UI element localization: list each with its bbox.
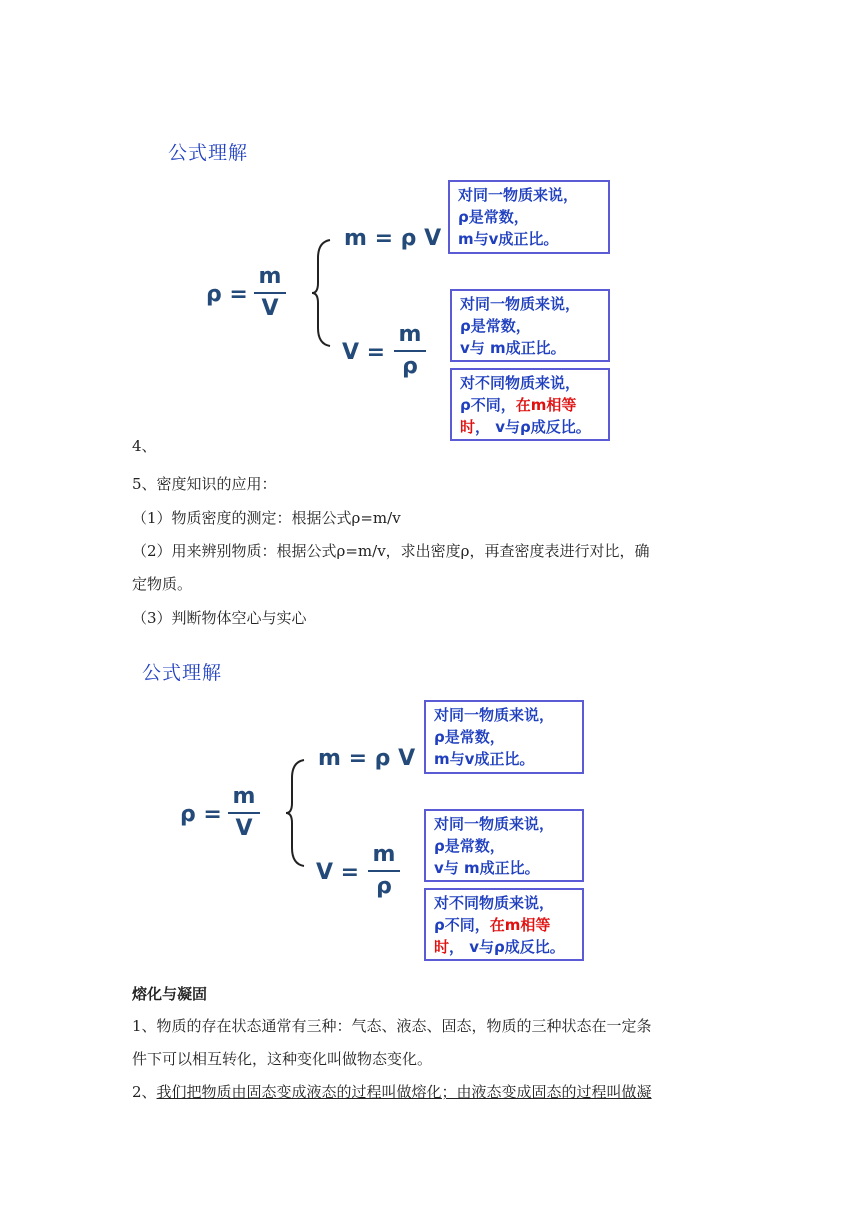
figure-title: 公式理解 (168, 142, 249, 164)
paragraph-5-1: （1）物质密度的测定：根据公式ρ=m/v (132, 509, 401, 527)
section-heading: 熔化与凝固 (132, 985, 208, 1003)
v-lhs: V = (342, 340, 386, 365)
v-lhs: V = (316, 860, 360, 885)
paragraph-5-2-b: 定物质。 (132, 575, 193, 593)
note-box-3: 对不同物质来说， ρ不同，在m相等 时， v与ρ成反比。 (450, 368, 610, 441)
equation-m-rho-v: m = ρ V (344, 226, 442, 251)
section-paragraph-1-b: 件下可以相互转化，这种变化叫做物态变化。 (132, 1050, 433, 1068)
equation-m-rho-v: m = ρ V (318, 746, 416, 771)
figure-title: 公式理解 (142, 662, 223, 684)
rho-lhs: ρ = (206, 282, 248, 307)
fraction-m-over-v: m V (254, 264, 286, 322)
paragraph-5-3: （3）判断物体空心与实心 (132, 609, 307, 627)
note-box-1: 对同一物质来说， ρ是常数， m与v成正比。 (424, 700, 584, 774)
fraction-m-over-v: m V (228, 784, 260, 842)
section-paragraph-2: 2、我们把物质由固态变成液态的过程叫做熔化；由液态变成固态的过程叫做凝 (132, 1083, 652, 1101)
note-box-2: 对同一物质来说， ρ是常数， v与 m成正比。 (450, 289, 610, 362)
formula-figure-2 (142, 658, 622, 958)
fraction-m-over-rho: m ρ (394, 322, 426, 380)
paragraph-5: 5、密度知识的应用： (132, 475, 277, 493)
brace (284, 758, 306, 868)
section-paragraph-1-a: 1、物质的存在状态通常有三种：气态、液态、固态，物质的三种状态在一定条 (132, 1017, 652, 1035)
formula-figure-1 (168, 138, 648, 438)
paragraph-4: 4、 (132, 437, 157, 455)
rho-lhs: ρ = (180, 802, 222, 827)
note-box-3: 对不同物质来说， ρ不同，在m相等 时， v与ρ成反比。 (424, 888, 584, 961)
note-box-2: 对同一物质来说， ρ是常数， v与 m成正比。 (424, 809, 584, 882)
note-box-1: 对同一物质来说， ρ是常数， m与v成正比。 (448, 180, 610, 254)
fraction-m-over-rho: m ρ (368, 842, 400, 900)
brace (310, 238, 332, 348)
paragraph-5-2-a: （2）用来辨别物质：根据公式ρ=m/v，求出密度ρ，再查密度表进行对比，确 (132, 542, 650, 560)
